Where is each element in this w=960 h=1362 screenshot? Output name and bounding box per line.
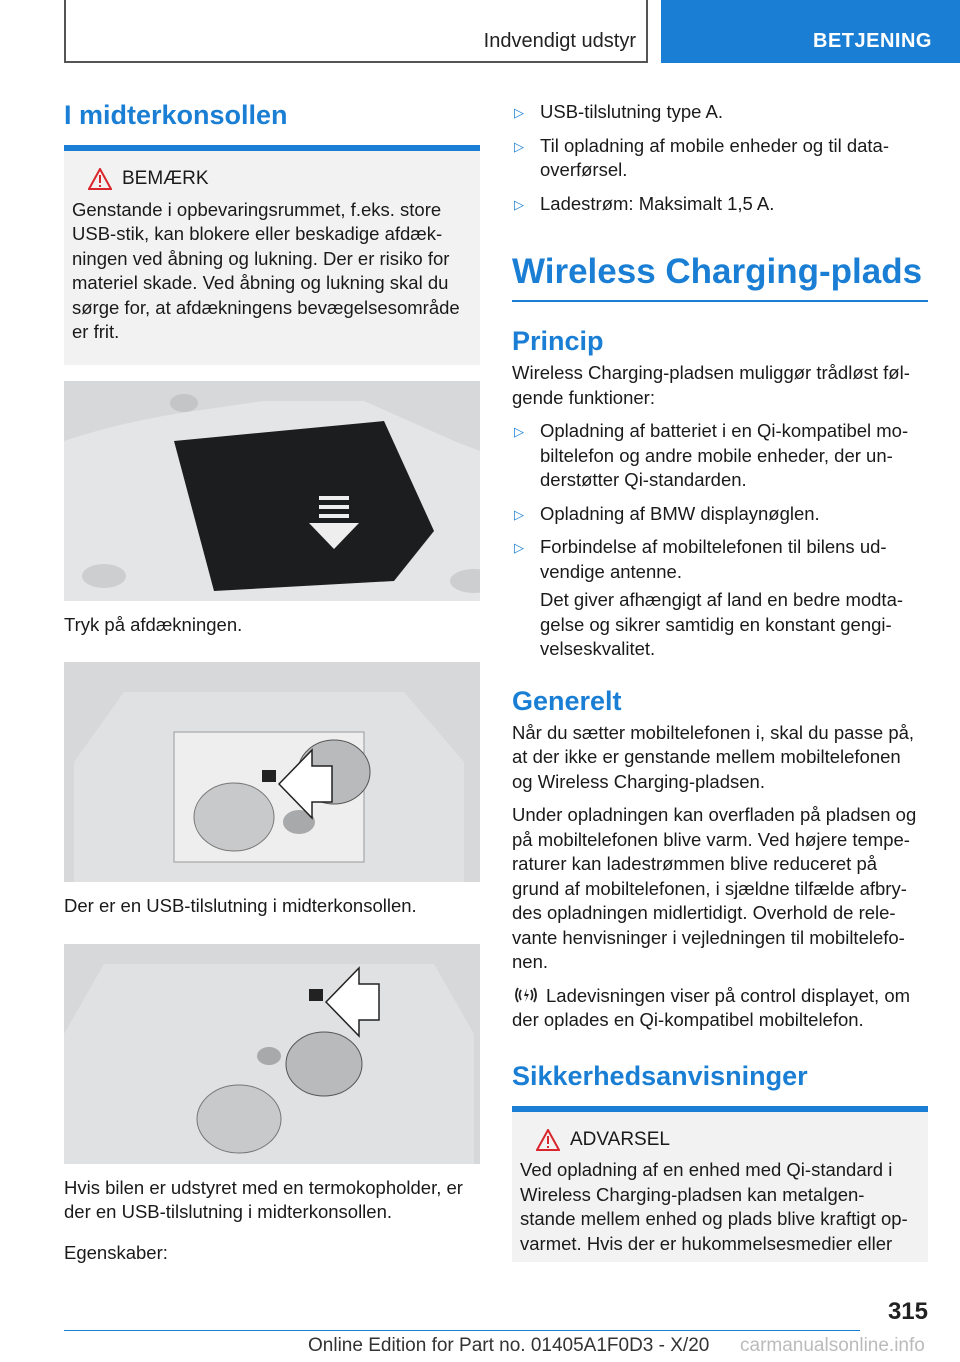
footer-rule: [64, 1330, 860, 1331]
edition-text: Online Edition for Part no. 01405A1F0D3 - X/20: [308, 1335, 710, 1356]
general-para-2: Under opladningen kan overfladen på pladsen og på mobiltelefonen blive varm. Ved højere tempe- raturer kan ladestrømmen blive reduceret på grund af mobiltelefonen, i sjældne tilfælde afbry- des opladningen midlertidigt. Overhold de rele- vante henvisninger i vejledningen til mobiltelefo- nen.: [512, 804, 917, 972]
chapter-heading: Wireless Charging-plads: [512, 252, 923, 291]
principle-list: [512, 419, 928, 584]
left-column: [64, 100, 480, 1265]
safety-heading: Sikkerhedsanvisninger: [512, 1060, 808, 1091]
list-item: ▷ Opladning af BMW displaynøglen.: [512, 502, 928, 527]
principle-subtext: Det giver afhængigt af land en bedre modta- gelse og sikrer samtidig en konstant gengi- velseskvalitet.: [540, 589, 904, 659]
general-heading: Generelt: [512, 685, 622, 716]
cover-photo: [64, 381, 480, 601]
list-item: ▷ Forbindelse af mobiltelefonen til bilens ud- vendige antenne.: [514, 536, 887, 582]
warning-box: [512, 1112, 928, 1263]
usb-cupholder-photo: [64, 944, 480, 1164]
caption-2: Der er en USB-tilslutning i midterkonsollen.: [64, 895, 417, 916]
warning-text: Ved opladning af en enhed med Qi-standard i Wireless Charging-pladsen kan metalgen- stande mellem enhed og plads blive kraftigt op- varmet. Hvis der er hukommelsesmedier eller: [520, 1159, 908, 1254]
chapter-rule: [512, 300, 928, 302]
section-heading: I midterkonsollen: [64, 100, 288, 130]
wireless-charging-icon: [512, 985, 540, 1005]
properties-label: Egenskaber:: [64, 1241, 168, 1263]
watermark: carmanualsonline.info: [740, 1335, 925, 1356]
triangle-bullet-icon: ▷: [514, 506, 524, 522]
triangle-bullet-icon: ▷: [514, 424, 524, 439]
list-item: ▷ Ladestrøm: Maksimalt 1,5 A.: [512, 192, 928, 217]
notice-box: [64, 151, 480, 365]
triangle-bullet-icon: ▷: [514, 540, 524, 555]
caption-1: Tryk på afdækningen.: [64, 613, 243, 635]
usb-photo: [64, 662, 480, 882]
notice-text: Genstande i opbevaringsrummet, f.eks. store USB-stik, kan blokere eller beskadige afdæk- ningen ved åbning og lukning. Der er risiko for materiel skade. Ved åbning og lukning skal du sørge for, at afdækningens bevægelsesområde er frit.: [72, 198, 460, 342]
principle-heading: Princip: [512, 326, 604, 356]
list-item: ▷ USB-tilslutning type A.: [512, 100, 928, 125]
list-item: ▷ Til opladning af mobile enheder og til data- overførsel.: [514, 134, 889, 180]
triangle-bullet-icon: ▷: [514, 105, 524, 120]
warning-title: ADVARSEL: [570, 1128, 670, 1150]
section-title: Indvendigt udstyr: [483, 30, 636, 52]
caption-3: Hvis bilen er udstyret med en termokopholder, er der en USB-tilslutning i midterkonsollen.: [64, 1176, 463, 1222]
warning-icon: [88, 168, 112, 190]
list-item: ▷ Opladning af batteriet i en Qi-kompatibel mo- biltelefon og andre mobile enheder, der un- derstøtter Qi-standarden.: [514, 420, 909, 490]
right-column: [512, 100, 928, 1262]
chapter-tab[interactable]: BETJENING: [661, 0, 960, 63]
notice-title: BEMÆRK: [122, 168, 209, 189]
general-para-3: Ladevisningen viser på control displayet, om der oplades en Qi-kompatibel mobiltelefon.: [512, 984, 911, 1030]
page-number: 315: [887, 1298, 928, 1325]
triangle-bullet-icon: ▷: [514, 138, 524, 154]
principle-text: Wireless Charging-pladsen muliggør trådløst føl- gende funktioner:: [512, 362, 910, 408]
triangle-bullet-icon: ▷: [514, 196, 524, 212]
usb-properties-list: [512, 100, 928, 216]
warning-icon: [536, 1129, 560, 1151]
general-para-1: Når du sætter mobiltelefonen i, skal du passe på, at der ikke er genstande mellem mobiltelefonen og Wireless Charging-pladsen.: [512, 721, 915, 792]
